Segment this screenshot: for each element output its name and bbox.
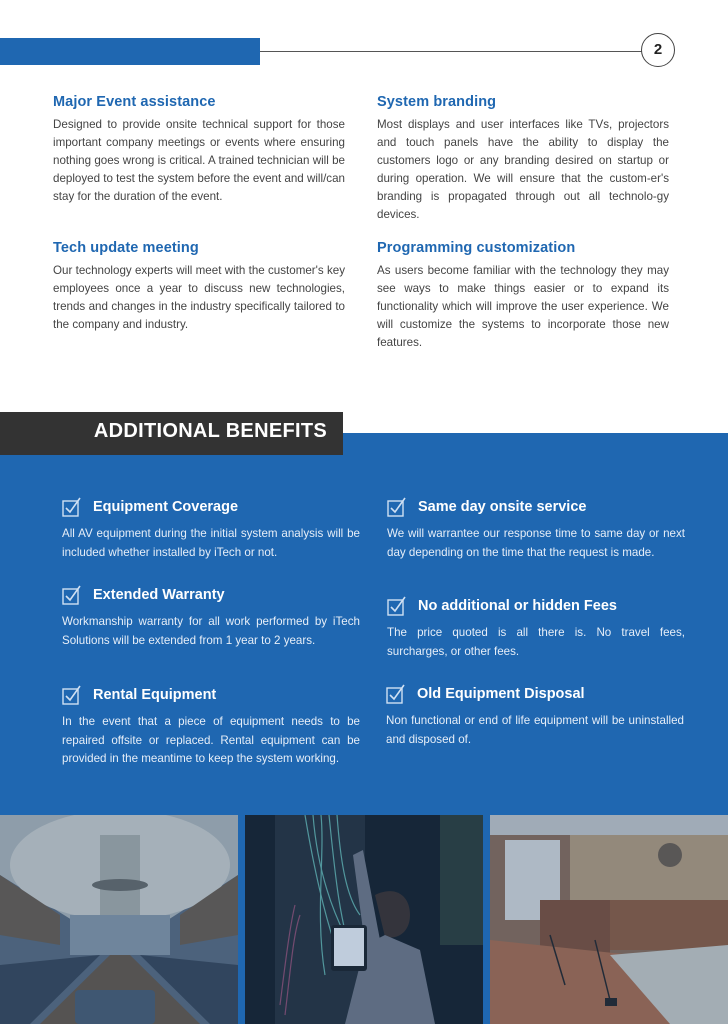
service-body: Our technology experts will meet with the customer's key employees once a year to discuss new technologies, trends and changes in the industry specifically tailored to the company and industry.	[53, 264, 345, 331]
service-body: Designed to provide onsite technical support for those important company meetings or events where ensuring nothing goes wrong is critical. A trained technician will be deployed to test the system before the event and will/can stay for the duration of the event.	[53, 118, 345, 203]
checkbox-icon	[62, 685, 82, 705]
service-title: System branding	[377, 94, 497, 110]
server-technician-photo	[245, 815, 483, 1024]
checkbox-icon	[387, 497, 407, 517]
benefits-heading-band	[0, 412, 343, 455]
benefit-body: All AV equipment during the initial system analysis will be included whether installed by iTech or not.	[62, 527, 360, 559]
benefit-item	[386, 683, 684, 749]
service-system-branding	[377, 94, 669, 224]
benefit-item	[62, 496, 360, 562]
benefit-body: We will warrantee our response time to same day or next day depending on the time that the request is made.	[387, 527, 685, 559]
service-title: Major Event assistance	[53, 94, 216, 110]
checkbox-icon	[62, 497, 82, 517]
service-title: Tech update meeting	[53, 240, 199, 256]
header-accent-bar	[0, 38, 260, 65]
page-number: 2	[641, 33, 675, 67]
service-tech-update	[53, 240, 345, 334]
benefit-body: Non functional or end of life equipment will be uninstalled and disposed of.	[386, 714, 684, 746]
checkbox-icon	[387, 596, 407, 616]
benefit-item	[62, 684, 360, 769]
benefit-item	[62, 584, 360, 650]
courtroom-photo	[490, 815, 728, 1024]
benefit-title: Same day onsite service	[418, 499, 587, 515]
benefit-title: Rental Equipment	[93, 687, 217, 703]
service-body: Most displays and user interfaces like TVs, projectors and touch panels have the ability to display the customers logo or any branding desired on startup or during operation. We will ensure that the custom-er's branding is propagated through out all technolo-gy devices.	[377, 118, 669, 221]
service-programming	[377, 240, 669, 352]
checkbox-icon	[62, 585, 82, 605]
benefit-item	[387, 595, 685, 661]
benefit-title: Old Equipment Disposal	[417, 686, 585, 702]
service-title: Programming customization	[377, 240, 576, 256]
benefit-title: No additional or hidden Fees	[418, 598, 617, 614]
benefit-body: In the event that a piece of equipment needs to be repaired offsite or replaced. Rental equipment can be provided in the meantime to keep the system working.	[62, 715, 360, 765]
benefit-title: Extended Warranty	[93, 587, 225, 603]
benefits-heading: ADDITIONAL BENEFITS	[93, 420, 327, 442]
conference-room-photo	[0, 815, 238, 1024]
service-major-event	[53, 94, 345, 206]
service-body: As users become familiar with the technology they may see ways to make things easier or to expand its functionality which will improve the user experience. We will customize the systems to incorporate those new features.	[377, 264, 669, 349]
benefit-body: The price quoted is all there is. No travel fees, surcharges, or other fees.	[387, 626, 685, 658]
header-rule	[260, 51, 642, 52]
benefit-title: Equipment Coverage	[93, 499, 239, 515]
benefit-item	[387, 496, 685, 562]
checkbox-icon	[386, 684, 406, 704]
benefit-body: Workmanship warranty for all work performed by iTech Solutions will be extended from 1 year to 2 years.	[62, 615, 360, 647]
